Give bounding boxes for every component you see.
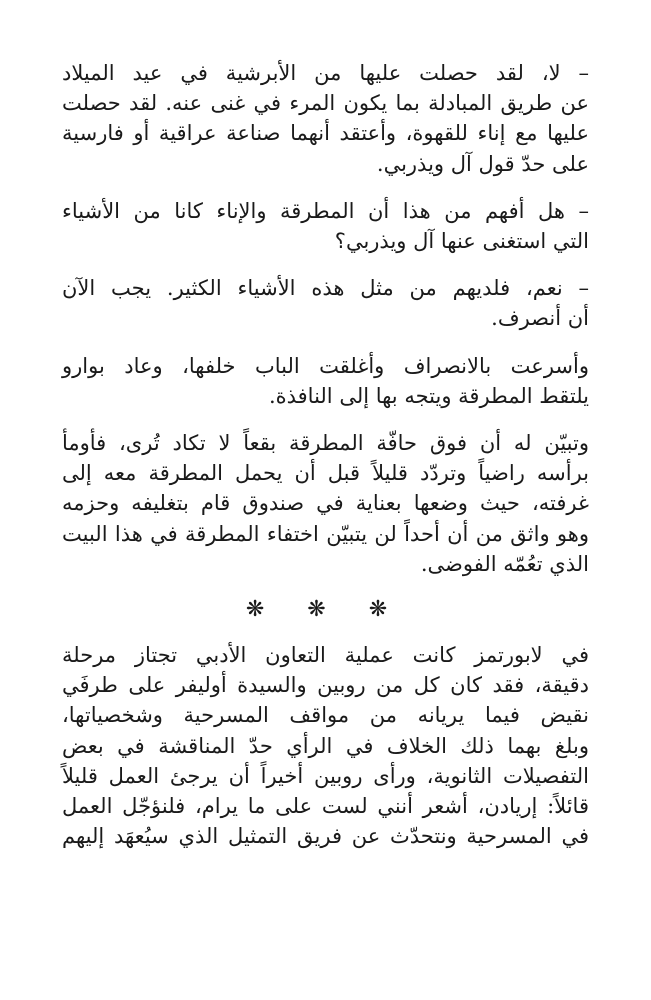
text-line: وأسرعت بالانصراف وأغلقت الباب خلفها، وعاد بوارو bbox=[62, 353, 589, 378]
dialogue-paragraph-2 bbox=[62, 196, 589, 256]
dialogue-paragraph-1 bbox=[62, 58, 589, 179]
paragraph-gap bbox=[62, 256, 589, 273]
text-line: على حدّ قول آل ويذربي. bbox=[376, 151, 589, 176]
paragraph-gap bbox=[62, 411, 589, 428]
paragraph-gap bbox=[62, 179, 589, 196]
text-line: – هل أفهم من هذا أن المطرقة والإناء كانا من الأشياء bbox=[62, 198, 589, 223]
section-paragraph bbox=[62, 640, 589, 851]
text-line: – لا، لقد حصلت عليها من الأبرشية في عيد الميلاد bbox=[62, 61, 589, 85]
text-line: عليها مع إناء للقهوة، وأعتقد أنهما صناعة عراقية أو فارسية bbox=[62, 121, 589, 146]
text-line: الذي تعُمّه الفوضى. bbox=[420, 551, 589, 576]
text-line: قائلاً: إريادن، أشعر أنني لست على ما يرام، فلنؤجّل العمل bbox=[62, 794, 589, 819]
narrative-paragraph-1 bbox=[62, 351, 589, 411]
paragraph-gap bbox=[62, 334, 589, 351]
text-line: دقيقة، فقد كان كل من روبين والسيدة أوليفر على طرفَي bbox=[62, 673, 589, 698]
text-line: – نعم، فلديهم من مثل هذه الأشياء الكثير. يجب الآن bbox=[62, 276, 589, 301]
narrative-paragraph-2 bbox=[62, 428, 589, 579]
text-line: غرفته، حيث وضعها بعناية في صندوق قام بتغليفه وحزمه bbox=[62, 491, 589, 516]
text-line: وهو واثق من أن أحداً لن يتبيّن اختفاء المطرقة في هذا البيت bbox=[62, 521, 589, 546]
text-line: التي استغنى عنها آل ويذربي؟ bbox=[334, 229, 589, 254]
text-line: وتبيّن له أن فوق حافّة المطرقة بقعاً لا تكاد تُرى، فأومأ bbox=[62, 431, 589, 456]
dialogue-paragraph-3 bbox=[62, 273, 589, 333]
text-line: وبلغ بهما ذلك الخلاف في الرأي حدّ المناقشة في بعض bbox=[62, 733, 589, 758]
text-line: في لابورتمز كانت عملية التعاون الأدبي تجتاز مرحلة bbox=[62, 643, 589, 668]
text-line: أن أنصرف. bbox=[491, 306, 589, 331]
text-line: يلتقط المطرقة ويتجه بها إلى النافذة. bbox=[268, 383, 589, 408]
section-separator: ❋ ❋ ❋ bbox=[245, 597, 406, 623]
text-line: برأسه راضياً وتردّد قليلاً قبل أن يحمل المطرقة معه إلى bbox=[62, 461, 589, 486]
text-line: التفصيلات الثانوية، ورأى روبين أخيراً أن يرجئ العمل قليلاً bbox=[62, 763, 589, 788]
text-line: عن طريق المبادلة بما يكون المرء في غنى عنه. لقد حصلت bbox=[62, 91, 589, 116]
text-line: نقيض فيما يريانه من مواقف المسرحية وشخصياتها، bbox=[62, 703, 589, 728]
text-line: في المسرحية ونتحدّث عن فريق التمثيل الذي سيُعهَد إليهم bbox=[62, 824, 589, 849]
